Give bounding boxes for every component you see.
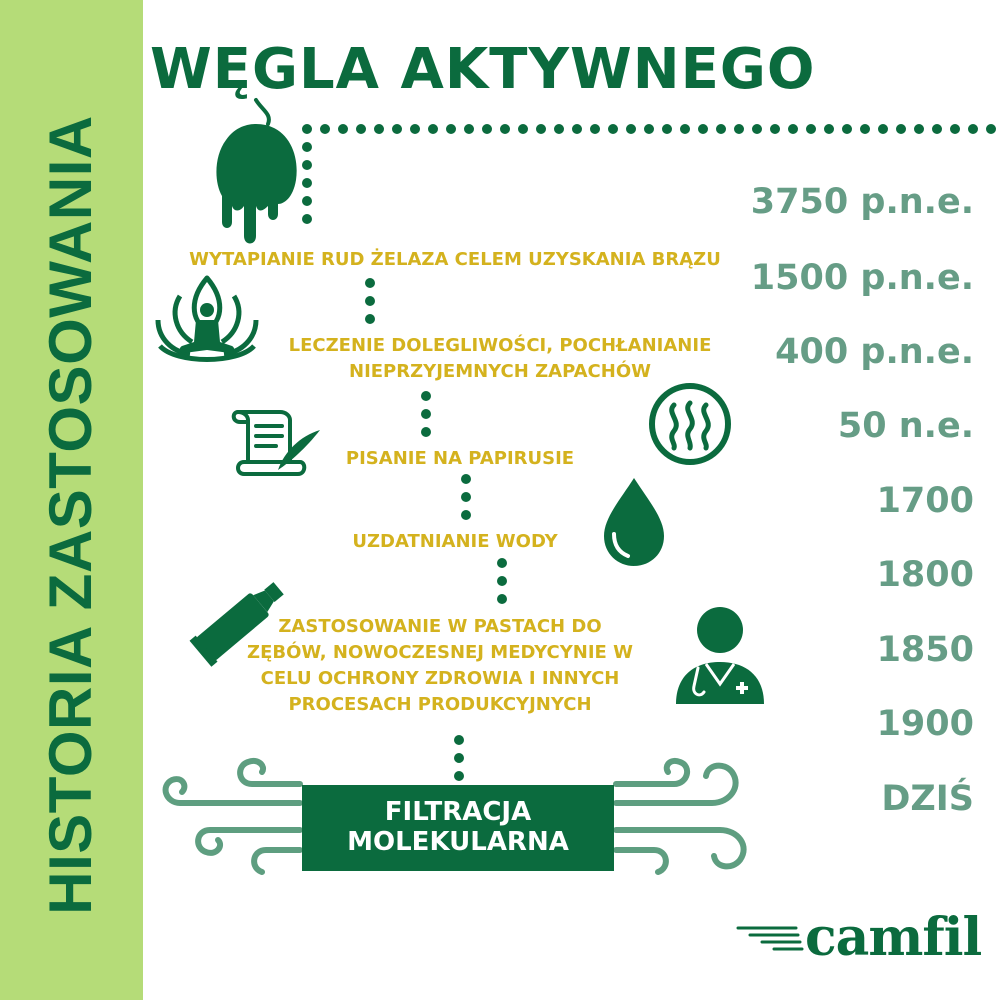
year-400-bc: 400 p.n.e. bbox=[775, 332, 974, 372]
main-title: WĘGLA AKTYWNEGO bbox=[150, 37, 816, 102]
meditating-figure bbox=[180, 303, 234, 353]
event-papyrus: PISANIE NA PAPIRUSIE bbox=[345, 448, 575, 469]
event-water-treatment: UZDATNIANIE WODY bbox=[352, 531, 558, 552]
molten-metal-icon bbox=[216, 100, 296, 244]
event-smelting: WYTAPIANIE RUD ŻELAZA CELEM UZYSKANIA BRĄZU bbox=[189, 249, 721, 270]
event-modern-uses: ZASTOSOWANIE W PASTACH DO ZĘBÓW, NOWOCZESNEJ MEDYCYNIE W CELU OCHRONY ZDROWIA I INNYCH PROCESACH PRODUKCYJNYCH bbox=[247, 616, 633, 715]
year-1500-bc: 1500 p.n.e. bbox=[750, 258, 974, 298]
event-healing: LECZENIE DOLEGLIWOŚCI, POCHŁANIANIE NIEPRZYJEMNYCH ZAPACHÓW bbox=[288, 335, 712, 382]
water-drop-icon bbox=[604, 478, 664, 566]
year-1900: 1900 bbox=[876, 704, 974, 744]
steam-odor-icon bbox=[652, 386, 728, 462]
side-title: HISTORIA ZASTOSOWANIA bbox=[37, 115, 104, 915]
final-milestone-box: FILTRACJA MOLEKULARNA bbox=[302, 785, 614, 871]
year-today: DZIŚ bbox=[881, 779, 974, 819]
camfil-logo: camfil bbox=[805, 907, 982, 968]
year-1700: 1700 bbox=[876, 481, 974, 521]
year-3750-bc: 3750 p.n.e. bbox=[750, 182, 974, 222]
camfil-logo-mark bbox=[738, 928, 802, 949]
year-1850: 1850 bbox=[876, 630, 974, 670]
year-1800: 1800 bbox=[876, 555, 974, 595]
year-50-ad: 50 n.e. bbox=[837, 406, 974, 446]
